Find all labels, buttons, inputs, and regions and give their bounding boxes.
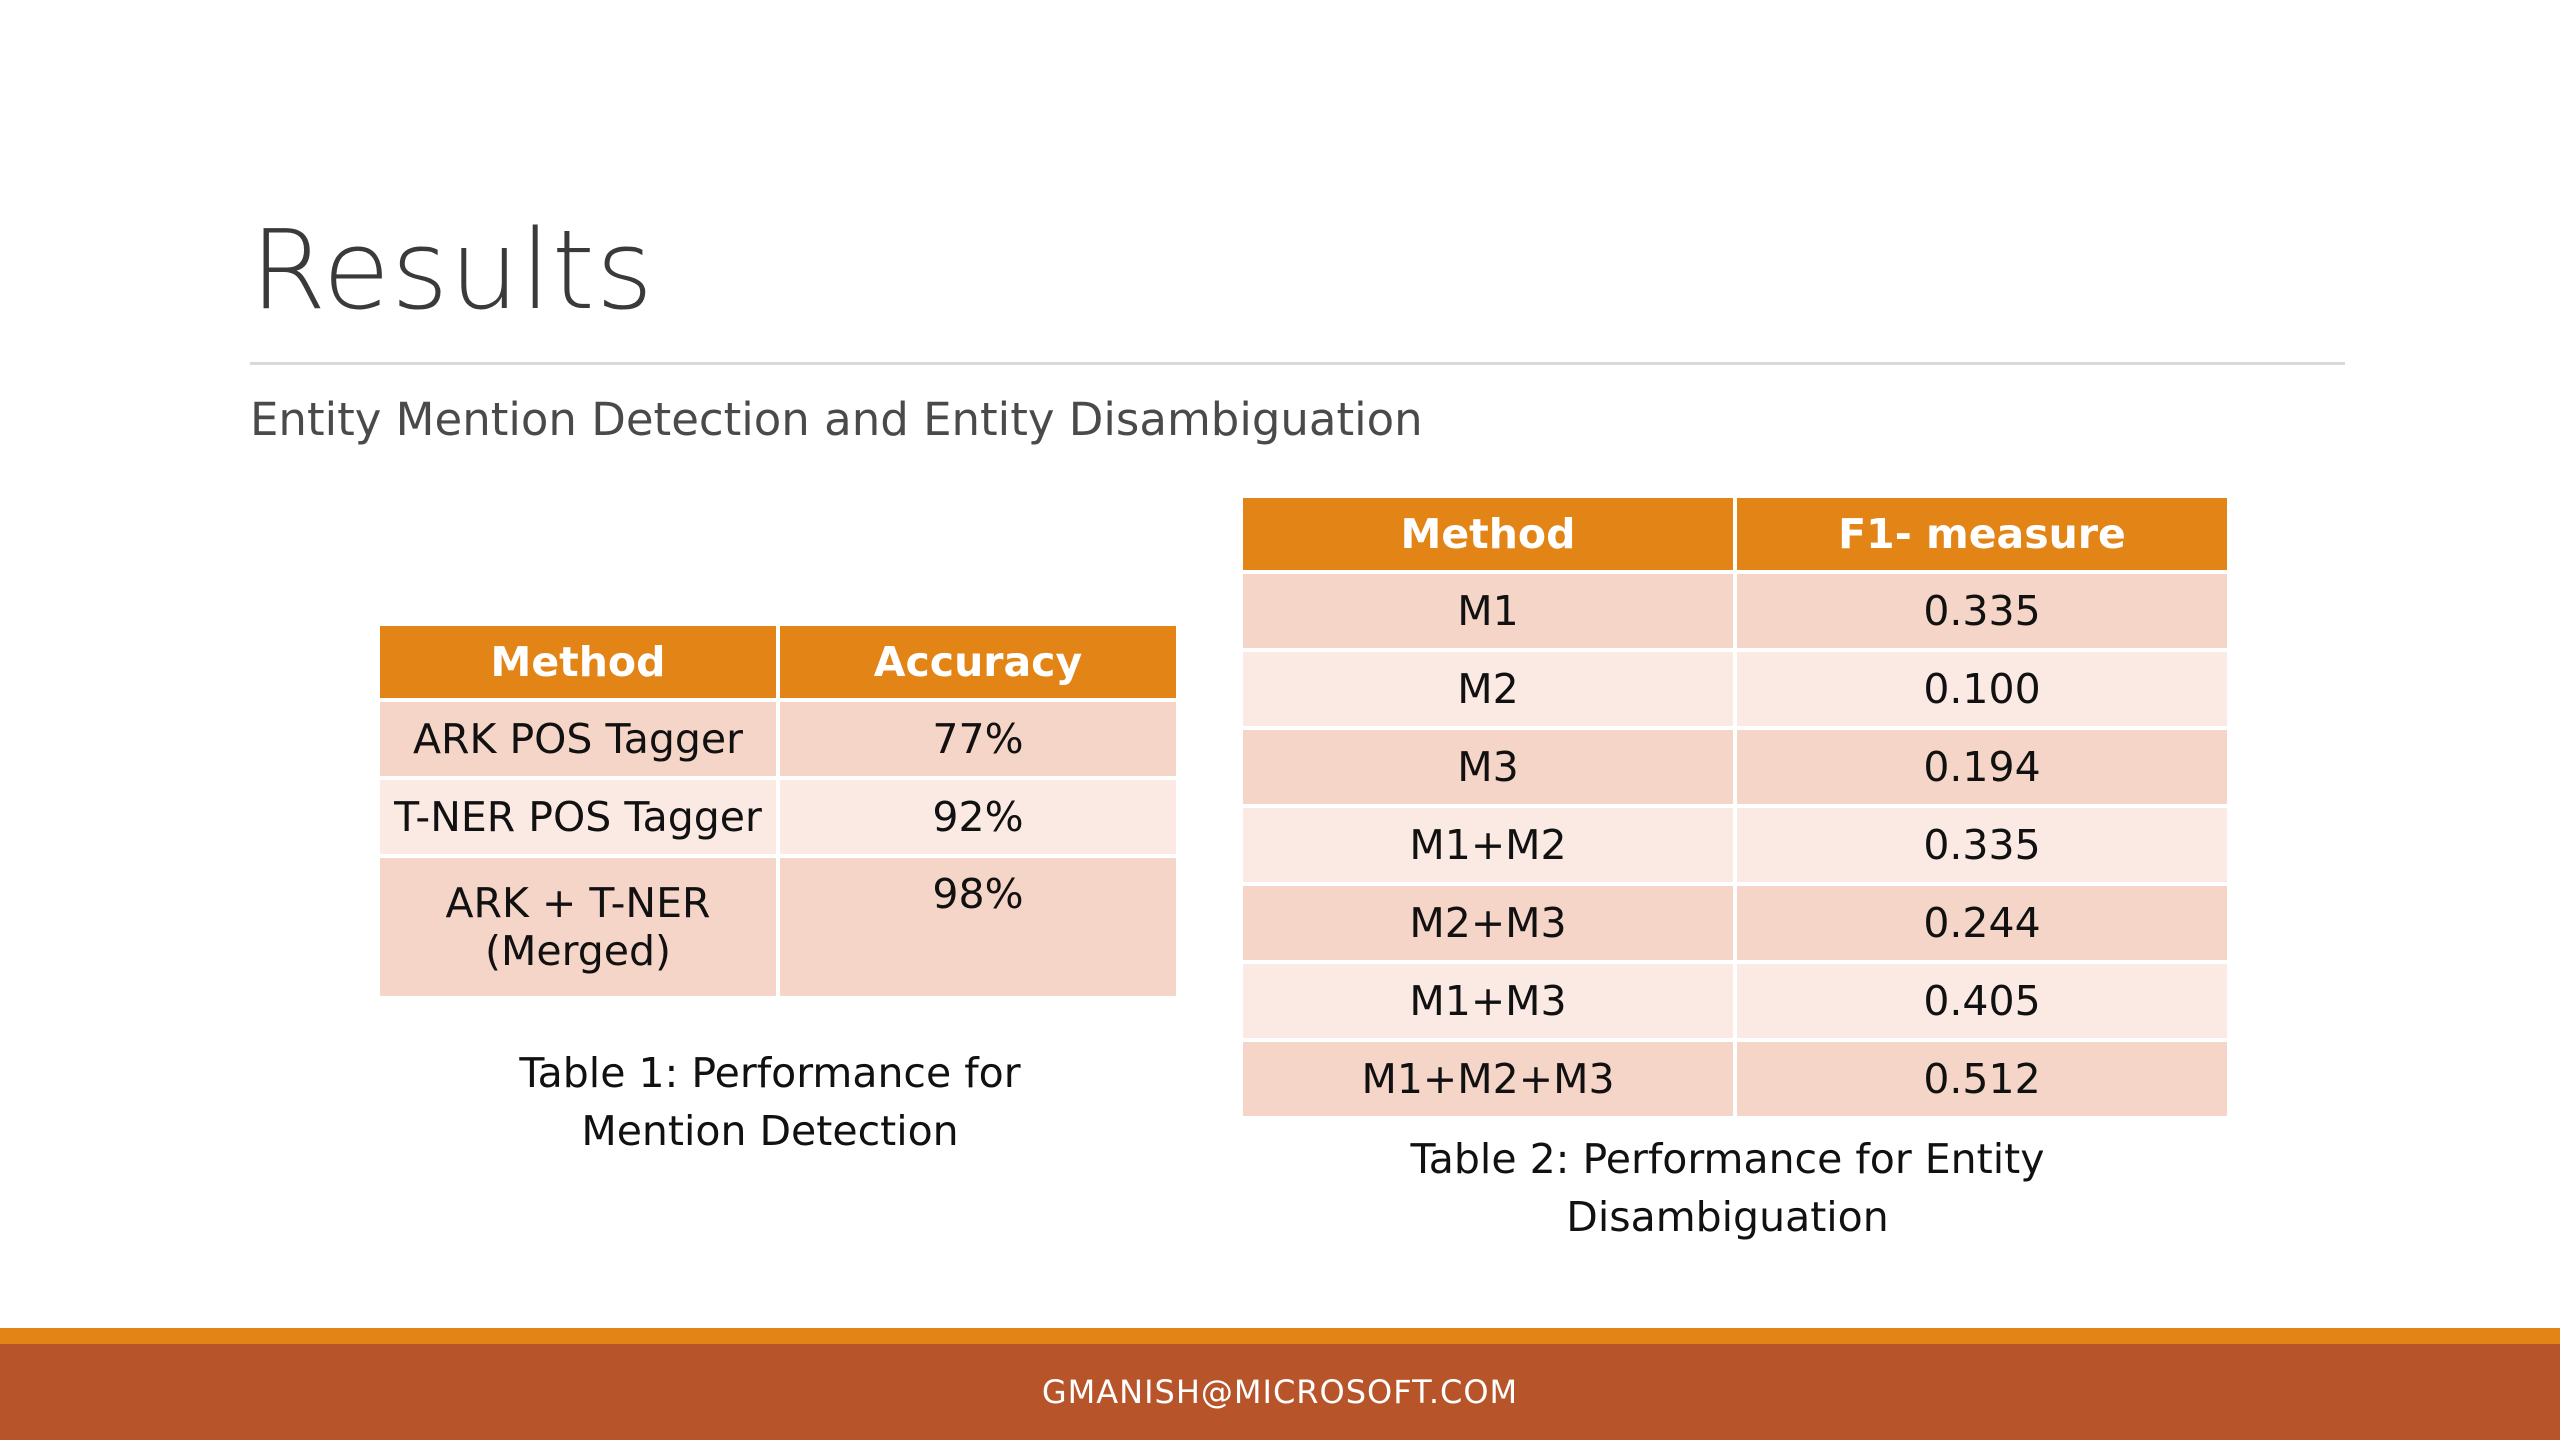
table-row [1243, 964, 2227, 1038]
table-header-row [380, 626, 1176, 698]
table-row [1243, 886, 2227, 960]
table-row [1243, 652, 2227, 726]
slide-subtitle: Entity Mention Detection and Entity Disambiguation [250, 393, 1423, 446]
accuracy-cell: 98% [780, 858, 1176, 996]
method-cell: M1+M2+M3 [1243, 1042, 1733, 1116]
footer-accent-stripe [0, 1328, 2560, 1344]
f1-cell: 0.405 [1737, 964, 2227, 1038]
table2-caption-line-1: Table 2: Performance for Entity [1410, 1135, 2045, 1183]
table-row [1243, 808, 2227, 882]
footer-bar [0, 1344, 2560, 1440]
method-cell: M2+M3 [1243, 886, 1733, 960]
table-row [1243, 730, 2227, 804]
f1-cell: 0.244 [1737, 886, 2227, 960]
column-header-method: Method [1243, 498, 1733, 570]
slide-title: Results [250, 206, 655, 334]
method-cell: ARK POS Tagger [380, 702, 776, 776]
column-header-method: Method [380, 626, 776, 698]
table1-caption-line-2: Mention Detection [581, 1107, 959, 1155]
method-cell-line-1: ARK + T-NER [445, 879, 711, 927]
entity-disambiguation-table [1239, 494, 2231, 1120]
table-row [380, 702, 1176, 776]
f1-cell: 0.100 [1737, 652, 2227, 726]
table1-caption-line-1: Table 1: Performance for [519, 1049, 1021, 1097]
title-divider [250, 362, 2345, 365]
f1-cell: 0.194 [1737, 730, 2227, 804]
method-cell: T-NER POS Tagger [380, 780, 776, 854]
table2-caption-line-2: Disambiguation [1566, 1193, 1889, 1241]
accuracy-cell: 92% [780, 780, 1176, 854]
f1-cell: 0.335 [1737, 808, 2227, 882]
accuracy-cell: 77% [780, 702, 1176, 776]
table-row [1243, 574, 2227, 648]
table-row [1243, 1042, 2227, 1116]
method-cell: M1+M2 [1243, 808, 1733, 882]
footer-email: GMANISH@MICROSOFT.COM [1041, 1373, 1519, 1411]
table-row [380, 780, 1176, 854]
mention-detection-table [376, 622, 1180, 1000]
table1-caption [420, 1044, 1120, 1160]
method-cell: M1+M3 [1243, 964, 1733, 1038]
column-header-f1-measure: F1- measure [1737, 498, 2227, 570]
table2-caption [1370, 1130, 2085, 1246]
method-cell: M2 [1243, 652, 1733, 726]
method-cell [380, 858, 776, 996]
method-cell-line-2: (Merged) [484, 927, 671, 975]
column-header-accuracy: Accuracy [780, 626, 1176, 698]
table-row [380, 858, 1176, 996]
method-cell: M3 [1243, 730, 1733, 804]
f1-cell: 0.335 [1737, 574, 2227, 648]
f1-cell: 0.512 [1737, 1042, 2227, 1116]
table-header-row [1243, 498, 2227, 570]
method-cell: M1 [1243, 574, 1733, 648]
